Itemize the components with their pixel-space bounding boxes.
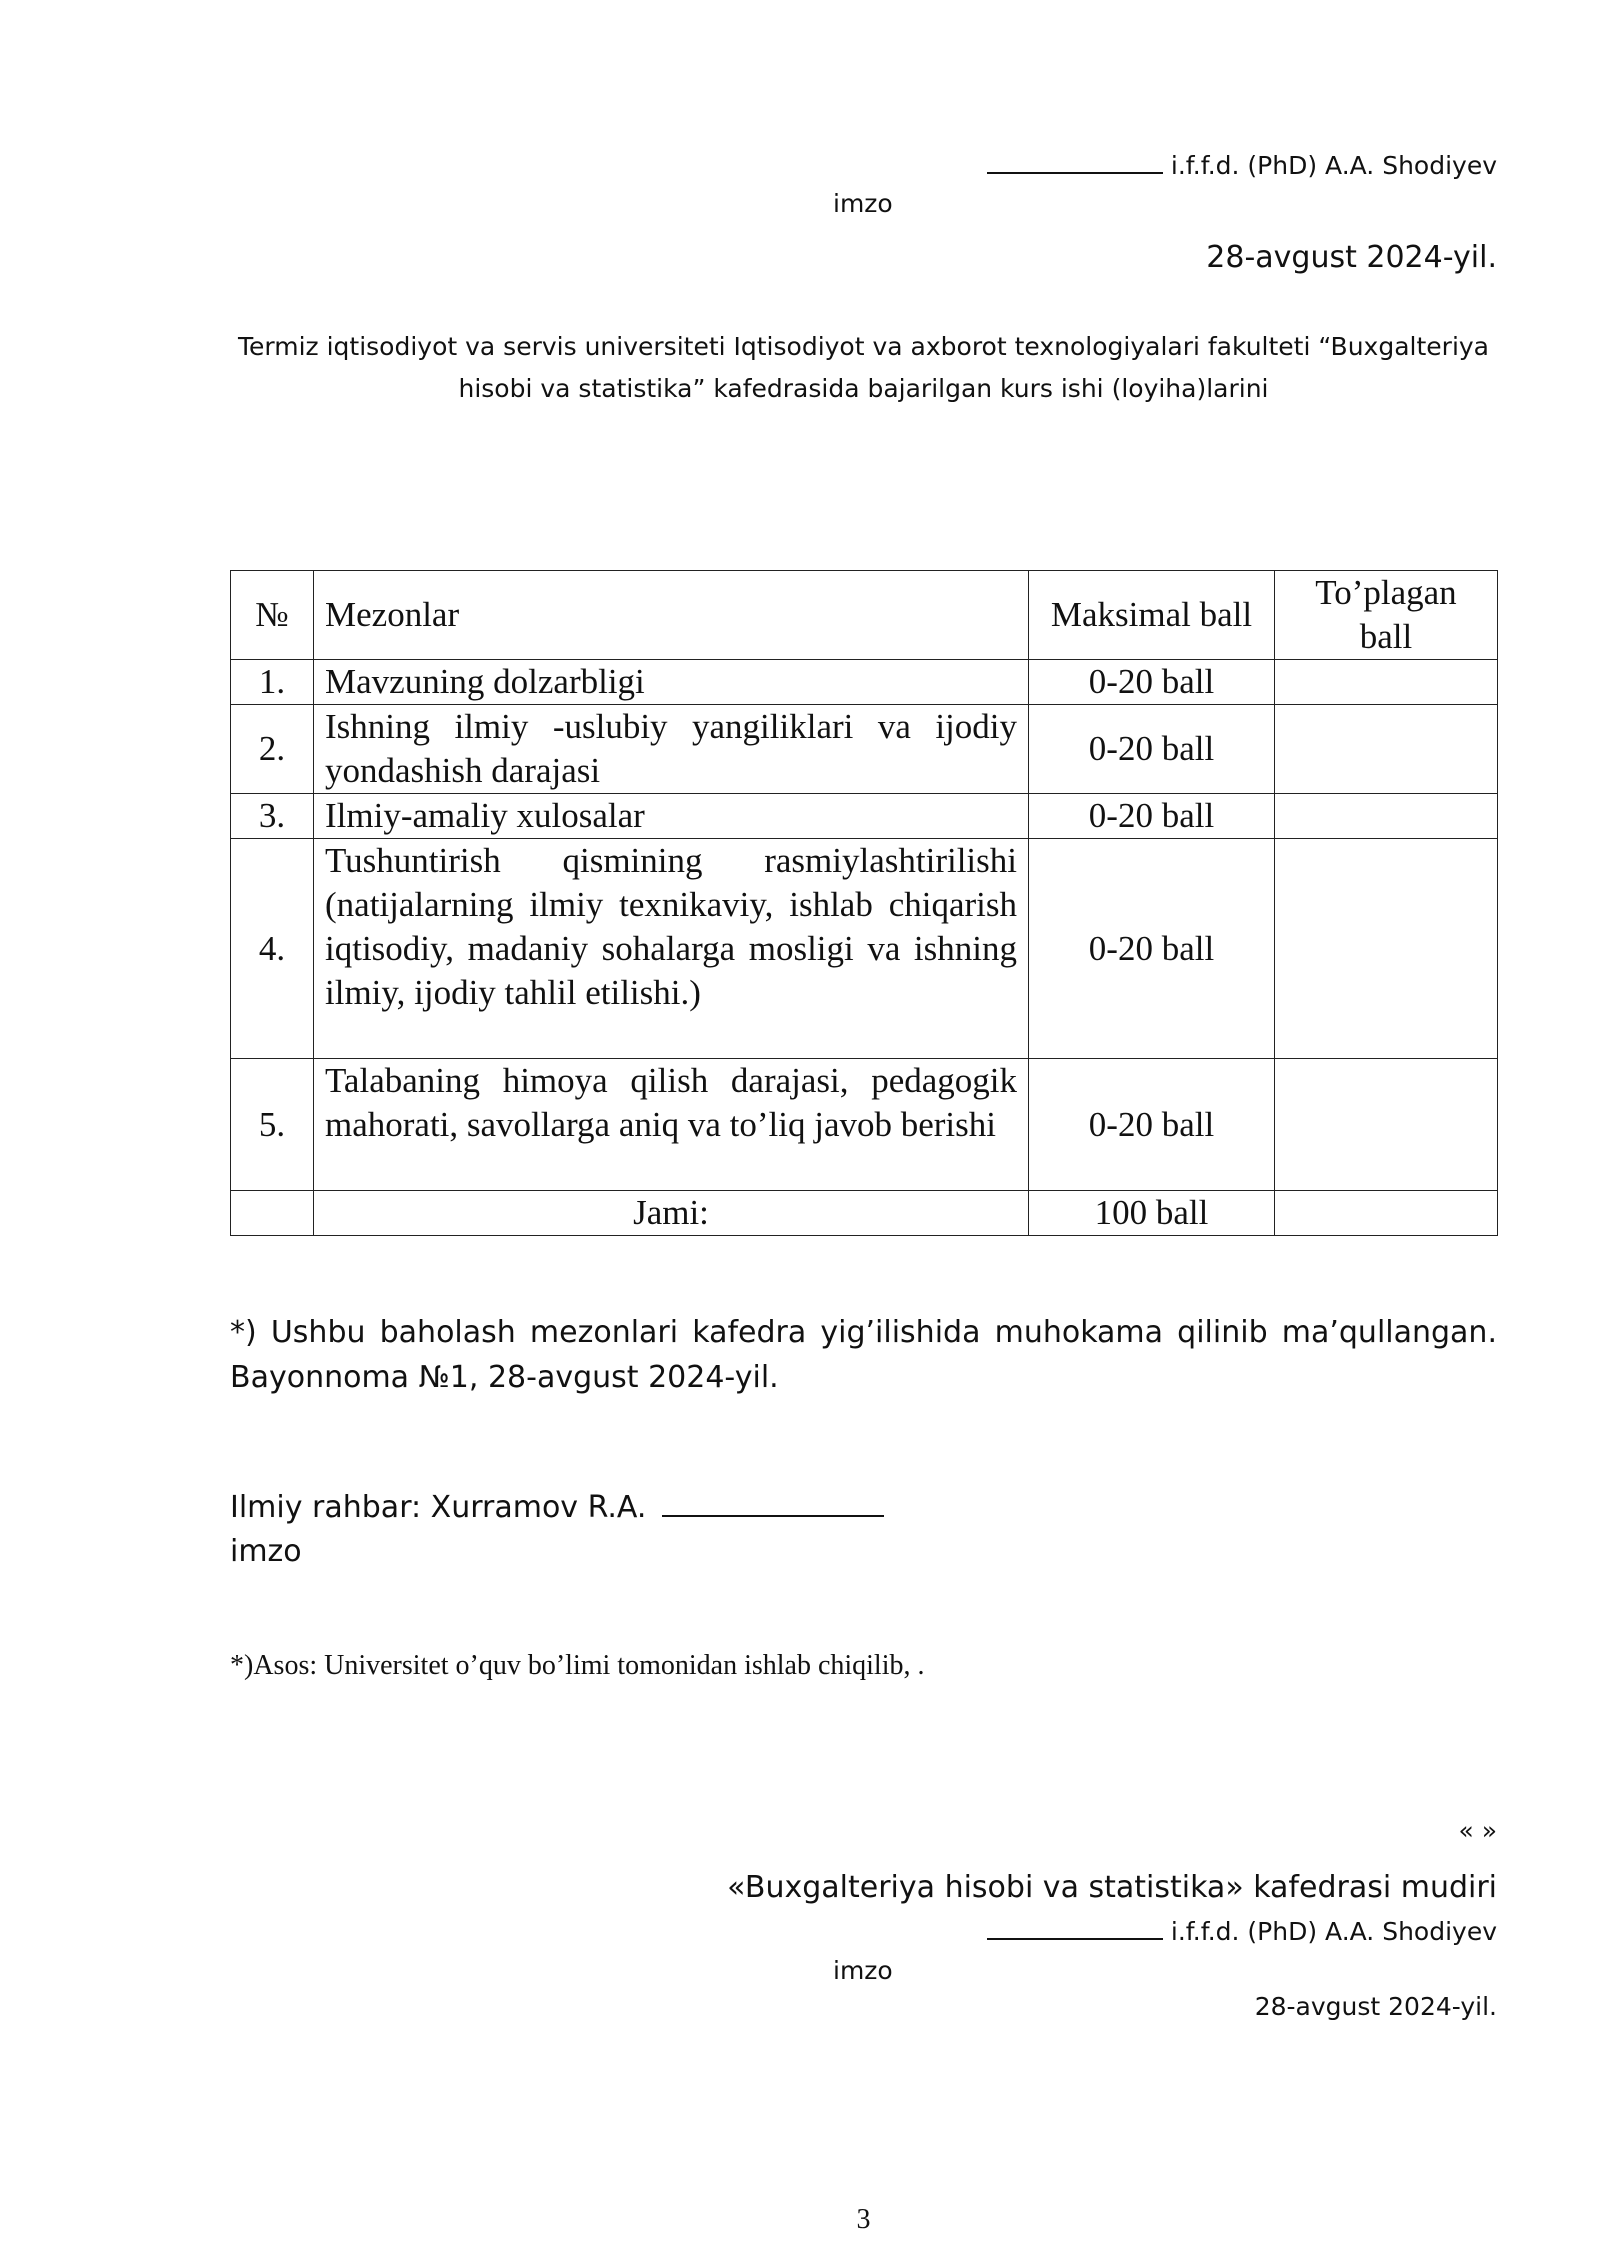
department-head-title: «Buxgalteriya hisobi va statistika» kafedrasi mudiri	[727, 1870, 1497, 1905]
table-row	[231, 794, 1498, 839]
row-criterion: Tushuntirish qismining rasmiylashtirilishi (natijalarning ilmiy texnikaviy, ishlab chiqarish iqtisodiy, madaniy sohalarga mosligi va ishning ilmiy, ijodiy tahlil etilishi.)	[314, 839, 1029, 1059]
advisor-line	[230, 1490, 884, 1525]
approval-note: *) Ushbu baholash mezonlari kafedra yig’ilishida muhokama qilinib ma’qullangan. Bayonnoma №1, 28-avgust 2024-yil.	[230, 1315, 1497, 1395]
row-max-score: 0-20 ball	[1029, 660, 1275, 705]
table-row	[231, 1059, 1498, 1191]
document-title-line-2: hisobi va statistika” kafedrasida bajarilgan kurs ishi (loyiha)larini	[458, 374, 1269, 403]
row-criterion: Talabaning himoya qilish darajasi, pedagogik mahorati, savollarga aniq va to’liq javob berishi	[314, 1059, 1029, 1191]
row-number: 4.	[231, 839, 314, 1059]
document-title-line-1: Termiz iqtisodiyot va servis universiteti Iqtisodiyot va axborot texnologiyalari fakulteti “Buxgalteriya	[237, 332, 1490, 361]
row-criterion: Ishning ilmiy -uslubiy yangiliklari va ijodiy yondashish darajasi	[314, 705, 1029, 794]
row-number: 1.	[231, 660, 314, 705]
row-collected-score	[1275, 660, 1498, 705]
row-max-score: 0-20 ball	[1029, 705, 1275, 794]
row-collected-score	[1275, 705, 1498, 794]
page-number: 3	[856, 2204, 871, 2235]
source-note: *)Asos: Universitet o’quv bo’limi tomonidan ishlab chiqilib, .	[230, 1650, 925, 1681]
row-collected-score	[1275, 794, 1498, 839]
table-header-row	[231, 571, 1498, 660]
signature-blank	[987, 150, 1163, 174]
bottom-imzo-label: imzo	[833, 1956, 893, 1985]
total-number-cell	[231, 1191, 314, 1236]
header-collected-score: To’plagan ball	[1275, 571, 1498, 660]
advisor-label: Ilmiy rahbar: Xurramov R.A.	[230, 1490, 647, 1525]
table-row	[231, 839, 1498, 1059]
row-number: 2.	[231, 705, 314, 794]
advisor-signature-blank	[662, 1491, 884, 1517]
top-signature-line	[987, 150, 1497, 180]
top-imzo-label: imzo	[833, 189, 893, 218]
bottom-signature-line	[987, 1916, 1497, 1946]
advisor-imzo-label: imzo	[230, 1534, 302, 1569]
total-max-score: 100 ball	[1029, 1191, 1275, 1236]
quote-marks: « »	[1458, 1816, 1497, 1845]
header-criteria: Mezonlar	[314, 571, 1029, 660]
row-criterion: Ilmiy-amaliy xulosalar	[314, 794, 1029, 839]
table-row	[231, 660, 1498, 705]
header-number: №	[231, 571, 314, 660]
top-date: 28-avgust 2024-yil.	[1206, 240, 1497, 275]
row-collected-score	[1275, 1059, 1498, 1191]
total-collected-score	[1275, 1191, 1498, 1236]
bottom-date: 28-avgust 2024-yil.	[1254, 1992, 1497, 2021]
criteria-table	[230, 570, 1498, 1236]
row-number: 5.	[231, 1059, 314, 1191]
row-collected-score	[1275, 839, 1498, 1059]
top-signer-name: i.f.f.d. (PhD) A.A. Shodiyev	[1170, 151, 1497, 180]
row-max-score: 0-20 ball	[1029, 1059, 1275, 1191]
bottom-signer-name: i.f.f.d. (PhD) A.A. Shodiyev	[1170, 1917, 1497, 1946]
row-max-score: 0-20 ball	[1029, 794, 1275, 839]
row-number: 3.	[231, 794, 314, 839]
header-max-score: Maksimal ball	[1029, 571, 1275, 660]
row-max-score: 0-20 ball	[1029, 839, 1275, 1059]
table-total-row	[231, 1191, 1498, 1236]
row-criterion: Mavzuning dolzarbligi	[314, 660, 1029, 705]
total-label: Jami:	[314, 1191, 1029, 1236]
table-row	[231, 705, 1498, 794]
signature-blank	[987, 1916, 1163, 1940]
